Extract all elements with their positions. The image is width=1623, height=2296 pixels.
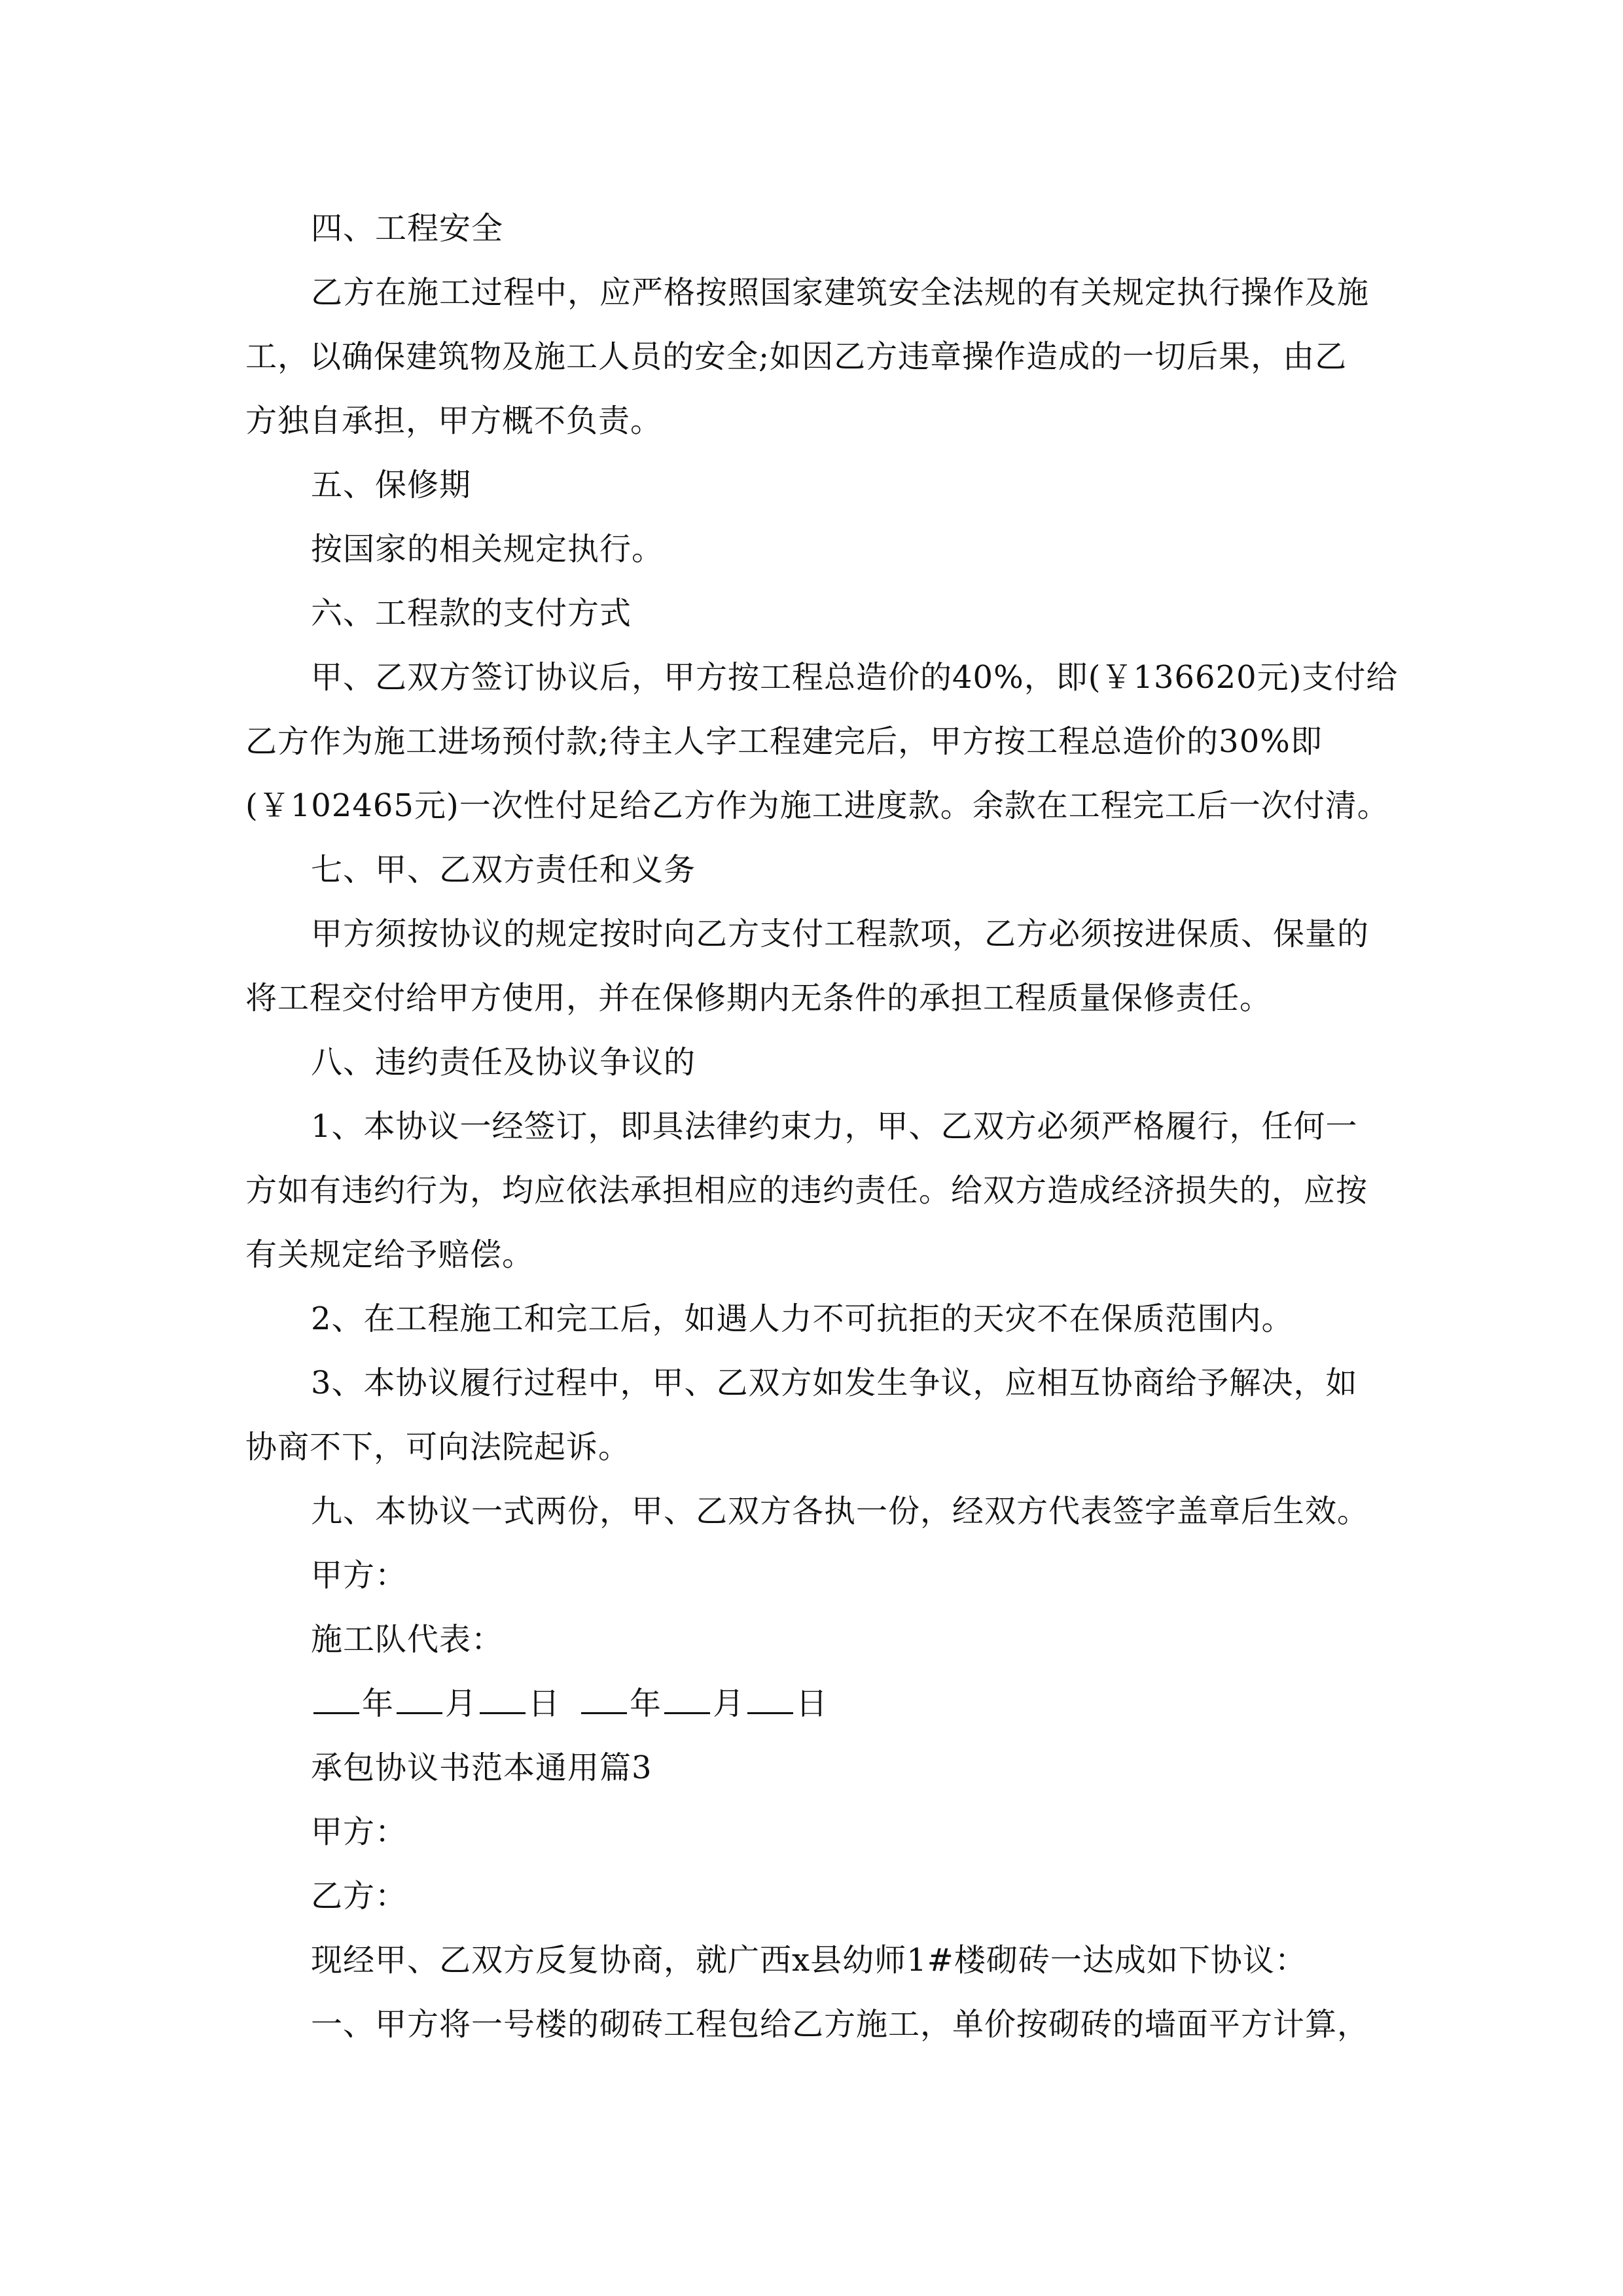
text-line: 工，以确保建筑物及施工人员的安全;如因乙方违章操作造成的一切后果，由乙 [245,338,1347,375]
text-line: 一、甲方将一号楼的砌砖工程包给乙方施工，单价按砌砖的墙面平方计算， [311,2006,1370,2043]
text-line: 乙方： [311,1878,408,1914]
text-line: 甲方： [311,1814,408,1850]
text-line: (￥102465元)一次性付足给乙方作为施工进度款。余款在工程完工后一次付清。 [245,787,1389,824]
text-line: 3、本协议履行过程中，甲、乙双方如发生争议，应相互协商给予解决，如 [311,1365,1358,1401]
text-line: 有关规定给予赔偿。 [245,1236,535,1273]
text-line: 六、工程款的支付方式 [311,595,632,632]
text-line: 四、工程安全 [311,210,504,247]
text-line: 方如有违约行为，均应依法承担相应的违约责任。给双方造成经济损失的，应按 [245,1172,1368,1209]
month-label: 月 [445,1685,478,1722]
text-line: 七、甲、乙双方责任和义务 [311,852,696,888]
month-label: 月 [713,1685,745,1722]
year-label: 年 [362,1685,395,1722]
text-line: 施工队代表： [311,1621,504,1658]
text-line: 承包协议书范本通用篇3 [311,1749,652,1786]
text-line: 甲、乙双方签订协议后，甲方按工程总造价的40%，即(￥136620元)支付给 [311,659,1399,696]
day-blank [747,1686,793,1714]
text-line: 将工程交付给甲方使用，并在保修期内无条件的承担工程质量保修责任。 [245,980,1272,1016]
day-label: 日 [796,1685,829,1722]
text-line: 八、违约责任及协议争议的 [311,1044,696,1081]
year-blank [313,1686,359,1714]
signature-date-line [245,1672,1397,1736]
text-line: 现经甲、乙双方反复协商，就广西x县幼师1#楼砌砖一达成如下协议： [311,1942,1307,1979]
paragraph-block [245,196,1397,1672]
text-line: 1、本协议一经签订，即具法律约束力，甲、乙双方必须严格履行，任何一 [311,1108,1358,1145]
text-line: 按国家的相关规定执行。 [311,531,664,567]
text-line: 乙方在施工过程中，应严格按照国家建筑安全法规的有关规定执行操作及施 [311,274,1370,311]
text-line: 乙方作为施工进场预付款;待主人字工程建完后，甲方按工程总造价的30%即 [245,723,1323,760]
month-blank [397,1686,442,1714]
text-line: 甲方须按协议的规定按时向乙方支付工程款项，乙方必须按进保质、保量的 [311,916,1370,952]
document-body [245,196,1397,2056]
paragraph-block [245,1736,1397,2056]
text-line: 九、本协议一式两份，甲、乙双方各执一份，经双方代表签字盖章后生效。 [311,1493,1370,1530]
text-line: 甲方： [311,1557,408,1594]
text-line: 方独自承担，甲方概不负责。 [245,403,663,439]
day-blank [480,1686,526,1714]
day-label: 日 [528,1685,561,1722]
year-blank [581,1686,627,1714]
year-label: 年 [630,1685,662,1722]
month-blank [664,1686,710,1714]
text-line: 协商不下，可向法院起诉。 [245,1429,631,1465]
text-line: 2、在工程施工和完工后，如遇人力不可抗拒的天灾不在保质范围内。 [311,1300,1294,1337]
text-line: 五、保修期 [311,467,472,503]
